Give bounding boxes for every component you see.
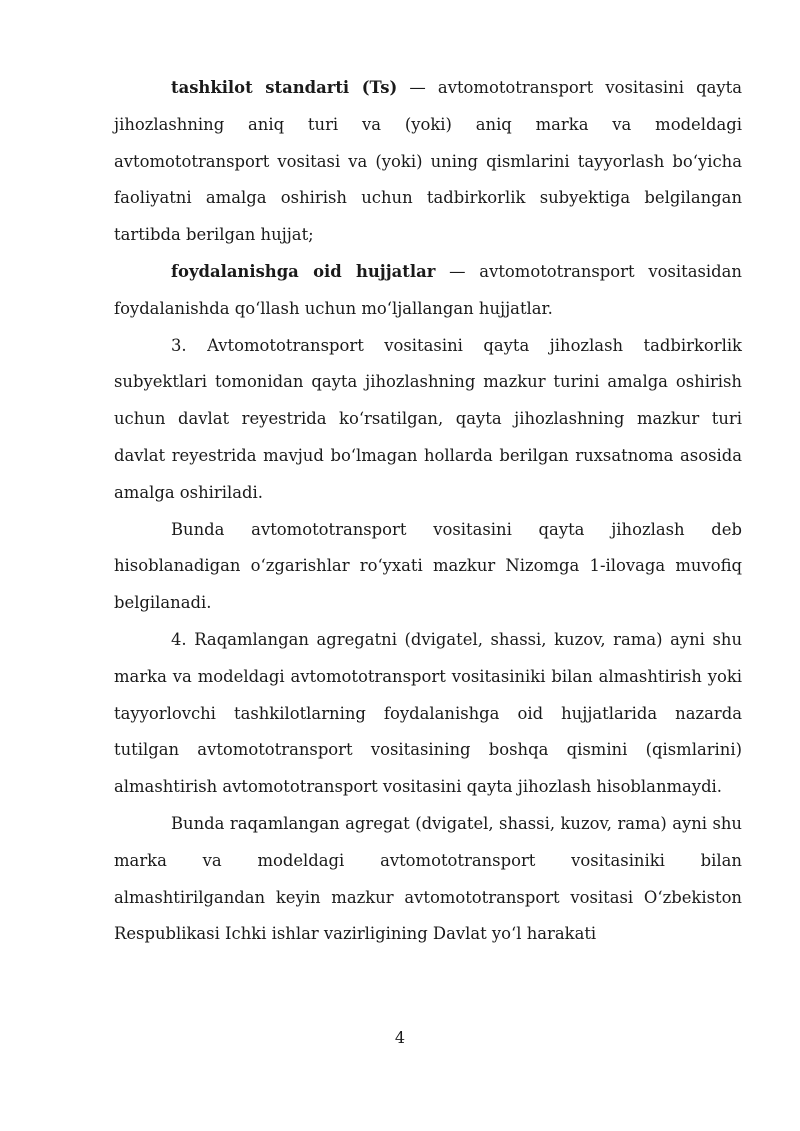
definition-paragraph-ts [114, 70, 742, 254]
defined-term: foydalanishga oid hujjatlar [171, 261, 436, 281]
definition-text: — avtomototransport vositasini qayta jihozlashning aniq turi va (yoki) aniq marka va modeldagi avtomototransport vositasi va (yoki) uning qismlarini tayyorlash boʻyicha faoliyatni amalga oshirish uchun tadbirkorlik subyektiga belgilangan tartibda berilgan hujjat; [114, 78, 742, 245]
definition-paragraph-documents [114, 254, 742, 328]
clause-4-paragraph: 4. Raqamlangan agregatni (dvigatel, shassi, kuzov, rama) ayni shu marka va modeldagi avtomototransport vositasiniki bilan almashtirish yoki tayyorlovchi tashkilotlarning foydalanishga oid hujjatlarida nazarda tutilgan avtomototransport vositasining boshqa qismini (qismlarini) almashtirish avtomototransport vositasini qayta jihozlash hisoblanmaydi. [114, 629, 742, 797]
document-body [114, 70, 742, 953]
page-number: 4 [394, 1028, 406, 1047]
defined-term: tashkilot standarti (Ts) [171, 78, 398, 97]
clause-4-continuation-paragraph: Bunda raqamlangan agregat (dvigatel, shassi, kuzov, rama) ayni shu marka va modeldagi avtomototransport vositasiniki bilan almashtirilgandan keyin mazkur avtomototransport vositasi Oʻzbekiston Respublikasi Ichki ishlar vazirligining Davlat yoʻl harakati [114, 813, 742, 944]
definition-text: — avtomototransport vositasidan foydalanishda qoʻllash uchun moʻljallangan hujjatlar. [114, 261, 742, 318]
clause-3-paragraph: 3. Avtomototransport vositasini qayta jihozlash tadbirkorlik subyektlari tomonidan qayta jihozlashning mazkur turini amalga oshirish uchun davlat reyestrida koʻrsatilgan, qayta jihozlashning mazkur turi davlat reyestrida mavjud boʻlmagan hollarda berilgan ruxsatnoma asosida amalga oshiriladi. [114, 335, 742, 502]
clause-3-continuation-paragraph: Bunda avtomototransport vositasini qayta jihozlash deb hisoblanadigan oʻzgarishlar roʻyxati mazkur Nizomga 1-ilovaga muvofiq belgilanadi. [114, 519, 742, 613]
